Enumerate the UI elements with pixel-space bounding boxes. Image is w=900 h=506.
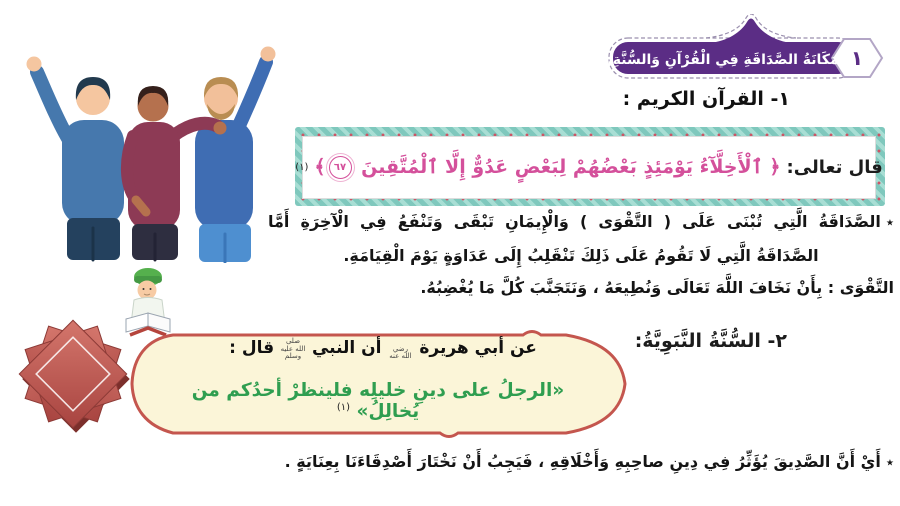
star-bullet: ٭ [885,213,894,231]
quran-verse [314,156,780,179]
hadith-text-line [158,380,598,422]
friends-group [27,47,276,263]
verse-text: ٱلْأَخِلَّآءُ يَوْمَئِذٍ بَعْضُهُمْ لِبَعْضٍ عَدُوٌّ إِلَّا ٱلْمُتَّقِينَ [361,156,763,178]
quran-verse-line [295,136,883,199]
star-bullet: ٭ [885,453,894,471]
hadith-text: «الرجلُ على دينِ خليلِه فلينظرْ أحدُكم من يُخالِلُ» [191,380,565,422]
lesson-title-banner [606,14,886,80]
hadith-footnote-marker: (١) [336,401,351,413]
friendship-explanation-paragraph [268,205,894,273]
ayah-number-circle: ٦٧ [329,156,352,179]
conclusion-paragraph [268,452,894,471]
qala-taala-label: قال تعالى: [786,157,883,178]
banner-dome-icon [710,19,792,44]
quran-verse-frame [295,127,885,206]
verse-footnote-marker: (١) [295,162,309,173]
hadith-bubble [128,326,638,444]
taqwa-definition-line: التَّقْوَى : بِأَنْ نَخَافَ اللَّهَ تَعَالَى وَنُطِيعَهُ ، وَنَتَجَنَّبَ كُلَّ مَا يُغْضِبُهُ. [420,278,894,297]
hadith-narration-line [168,338,598,360]
three-friends-illustration [5,28,280,263]
conclusion-text: أَيْ أَنَّ الصَّدِيقَ يُؤَثِّرُ فِي دِينِ صاحِبِهِ وَأَخْلَاقِهِ ، فَيَجِبُ أَنْ نَخْتَارَ أَصْدِقَاءَنَا بِعِنَايَةٍ . [284,452,881,471]
narration-middle: أن النبي [311,338,382,358]
narrator-name: عن أبي هريرة [419,338,537,358]
ornate-open-bracket: ﴿ [769,156,781,178]
lesson-title: مَكَانَةُ الصَّدَاقَةِ فِي الْقُرْآنِ وَالسُّنَّةِ. [607,52,839,68]
lesson-number: ١ [850,46,864,70]
narration-end: قال : [229,338,275,358]
sunnah-section-heading: ٢- السُّنَّةُ النَّبَوِيَّةُ: [634,330,787,352]
radi-allahu-anhu-mark: رضي الله عنه [389,344,412,360]
sallallahu-alayhi-wasallam-mark: صلى الله عليه وسلم [280,337,306,360]
friendship-explanation-text: الصَّدَاقَةُ الَّتِي تُبْنَى عَلَى ( التَّقْوَى ) وَالْإِيمَانِ تَبْقَى وَتَنْفَعُ فِي الْآخِرَةِ أَمَّا الصَّدَاقَةُ الَّتِي لَا تَقُومُ عَلَى ذَلِكَ تَنْقَلِبُ إِلَى عَدَاوَةٍ يَوْمَ الْقِيَامَةِ. [268,212,881,265]
quran-section-heading: ١- القرآن الكريم : [622,88,790,110]
ornate-close-bracket: ﴾ [314,156,326,178]
